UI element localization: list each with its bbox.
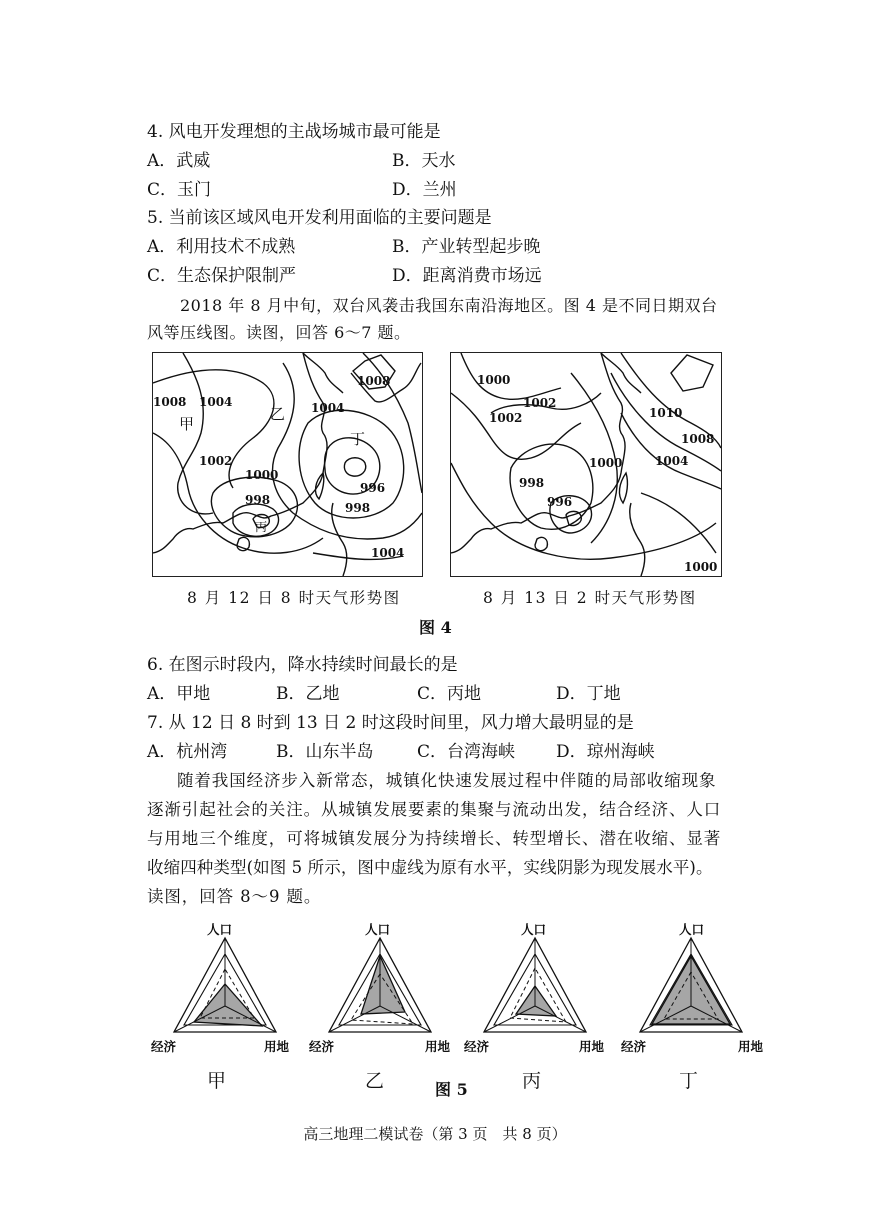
radar-chart-bing bbox=[480, 934, 590, 1034]
radar-chart-yi bbox=[325, 934, 435, 1034]
weather-map-aug13 bbox=[450, 352, 722, 577]
q7-option-b: B．山东半岛 bbox=[276, 742, 374, 762]
radar-chart-ding bbox=[636, 934, 746, 1034]
intro2-line5: 读图，回答 8～9 题。 bbox=[147, 887, 322, 906]
intro2-line2: 逐渐引起社会的关注。从城镇发展要素的集聚与流动出发，结合经济、人口 bbox=[147, 800, 722, 819]
q5-option-d: D．距离消费市场远 bbox=[392, 266, 542, 286]
axis-label-population: 人口 bbox=[365, 922, 391, 937]
axis-label-land: 用地 bbox=[738, 1039, 764, 1054]
intro2-line4: 收缩四种类型(如图 5 所示，图中虚线为原有水平，实线阴影为现发展水平)。 bbox=[147, 858, 713, 877]
q5-stem: 5. 当前该区域风电开发利用面临的主要问题是 bbox=[147, 208, 492, 228]
q7-stem: 7. 从 12 日 8 时到 13 日 2 时这段时间里，风力增大最明显的是 bbox=[147, 713, 634, 733]
isobar-label: 998 bbox=[519, 476, 545, 490]
axis-label-population: 人口 bbox=[679, 922, 705, 937]
isobar-label: 1004 bbox=[199, 395, 233, 409]
isobar-label: 998 bbox=[245, 493, 271, 507]
q4-stem: 4. 风电开发理想的主战场城市最可能是 bbox=[147, 122, 441, 142]
isobar-label: 1008 bbox=[357, 374, 391, 388]
q4-option-b: B．天水 bbox=[392, 151, 456, 171]
axis-label-economy: 经济 bbox=[309, 1039, 335, 1054]
axis-label-land: 用地 bbox=[579, 1039, 605, 1054]
axis-label-economy: 经济 bbox=[151, 1039, 177, 1054]
q7-option-d: D．琼州海峡 bbox=[556, 742, 655, 762]
radar-chart-jia bbox=[170, 934, 280, 1034]
intro1-line2: 风等压线图。读图，回答 6～7 题。 bbox=[147, 323, 411, 342]
region-jia-label: 甲 bbox=[179, 415, 195, 433]
radar-name-bing: 丙 bbox=[522, 1070, 542, 1092]
isobar-label: 1008 bbox=[153, 395, 187, 409]
radar-name-jia: 甲 bbox=[207, 1070, 227, 1092]
figure5-label: 图 5 bbox=[435, 1080, 468, 1099]
q4-option-d: D．兰州 bbox=[392, 180, 457, 200]
region-ding-label: 丁 bbox=[350, 430, 366, 448]
q5-option-b: B．产业转型起步晚 bbox=[392, 237, 541, 257]
q6-option-d: D．丁地 bbox=[556, 684, 621, 704]
q6-stem: 6. 在图示时段内，降水持续时间最长的是 bbox=[147, 655, 458, 675]
axis-label-economy: 经济 bbox=[621, 1039, 647, 1054]
isobar-label: 1000 bbox=[684, 560, 718, 574]
figure4-label: 图 4 bbox=[419, 618, 452, 637]
isobar-label: 996 bbox=[360, 481, 386, 495]
q4-option-c: C．玉门 bbox=[147, 180, 212, 200]
isobar-label: 1000 bbox=[589, 456, 623, 470]
isobar-label: 1002 bbox=[199, 454, 233, 468]
map-right-caption: 8 月 13 日 2 时天气形势图 bbox=[483, 589, 697, 607]
q7-option-a: A．杭州湾 bbox=[147, 742, 228, 762]
isobar-label: 1004 bbox=[655, 454, 689, 468]
radar-name-ding: 丁 bbox=[679, 1070, 699, 1092]
isobar-label: 1000 bbox=[477, 373, 511, 387]
q6-option-c: C．丙地 bbox=[417, 684, 482, 704]
isobar-label: 1002 bbox=[489, 411, 523, 425]
intro1-line1: 2018 年 8 月中旬，双台风袭击我国东南沿海地区。图 4 是不同日期双台 bbox=[180, 296, 718, 315]
axis-label-population: 人口 bbox=[521, 922, 547, 937]
q4-option-a: A．武威 bbox=[147, 151, 211, 171]
weather-map-aug12 bbox=[152, 352, 423, 577]
radar-name-yi: 乙 bbox=[365, 1070, 385, 1092]
isobar-label: 1010 bbox=[649, 406, 683, 420]
axis-label-land: 用地 bbox=[264, 1039, 290, 1054]
q6-option-a: A．甲地 bbox=[147, 684, 211, 704]
axis-label-economy: 经济 bbox=[464, 1039, 490, 1054]
intro2-line1: 随着我国经济步入新常态，城镇化快速发展过程中伴随的局部收缩现象 bbox=[177, 771, 717, 790]
isobar-label: 1004 bbox=[311, 401, 345, 415]
isobar-label: 1004 bbox=[371, 546, 405, 560]
isobar-label: 998 bbox=[345, 501, 371, 515]
region-bing-label: 丙 bbox=[255, 520, 268, 534]
isobar-label: 1002 bbox=[523, 396, 557, 410]
isobar-label: 1000 bbox=[245, 468, 279, 482]
q5-option-c: C．生态保护限制严 bbox=[147, 266, 297, 286]
intro2-line3: 与用地三个维度，可将城镇发展分为持续增长、转型增长、潜在收缩、显著 bbox=[147, 829, 722, 848]
axis-label-population: 人口 bbox=[207, 922, 233, 937]
q5-option-a: A．利用技术不成熟 bbox=[147, 237, 296, 257]
isobar-label: 1008 bbox=[681, 432, 715, 446]
q6-option-b: B．乙地 bbox=[276, 684, 340, 704]
q7-option-c: C．台湾海峡 bbox=[417, 742, 516, 762]
isobar-label: 996 bbox=[547, 495, 573, 509]
region-yi-label: 乙 bbox=[270, 405, 286, 423]
page-footer: 高三地理二模试卷（第 3 页 共 8 页） bbox=[303, 1125, 567, 1143]
axis-label-land: 用地 bbox=[425, 1039, 451, 1054]
map-left-caption: 8 月 12 日 8 时天气形势图 bbox=[187, 589, 401, 607]
